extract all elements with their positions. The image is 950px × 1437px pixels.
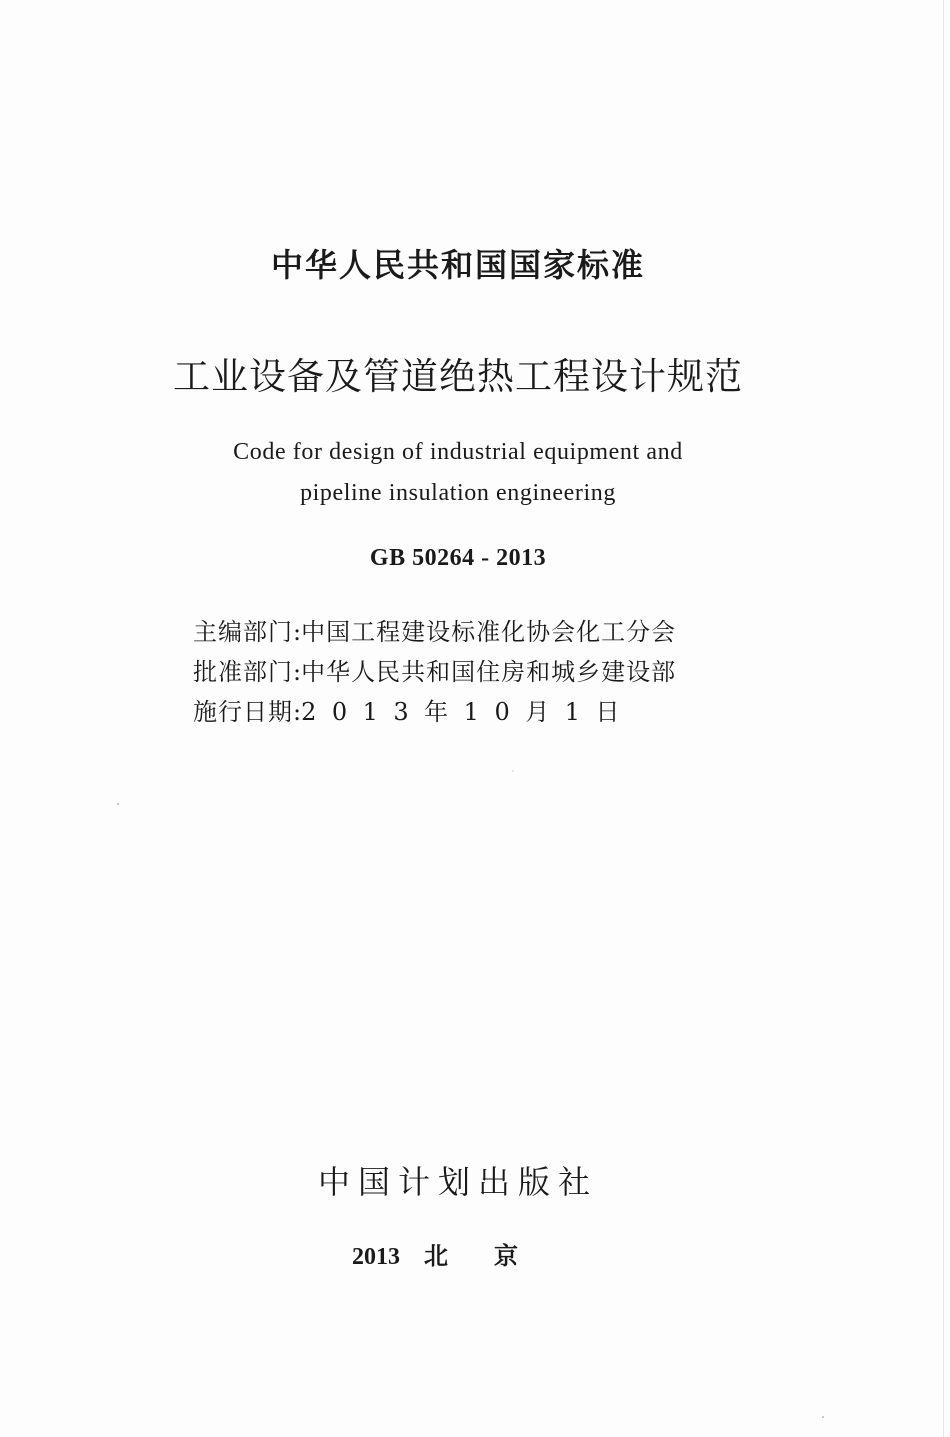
title-english [0,432,916,514]
page-edge-line [943,0,944,1437]
approver-separator: : [293,658,302,686]
editor-value: 中国工程建设标准化协会化工分会 [301,618,677,646]
approver-row [193,652,676,692]
standard-code-number: GB 50264 - 2013 [369,545,547,571]
effective-date-row [193,692,676,732]
publication-city: 北京 [424,1241,564,1270]
approver-value: 中华人民共和国住房和城乡建设部 [301,658,677,686]
title-chinese: 工业设备及管道绝热工程设计规范 [173,355,743,398]
scan-speck [117,803,119,805]
title-english-line-2: pipeline insulation engineering [300,480,616,506]
info-block [193,612,676,732]
publication-place [0,1236,916,1271]
standard-heading: 中华人民共和国国家标准 [270,246,645,284]
approver-label: 批准部门 [193,658,293,686]
publication-year: 2013 [352,1244,400,1270]
scan-speck [512,770,514,772]
editor-row [193,612,676,652]
effective-date-label: 施行日期 [193,698,293,726]
effective-date-separator: : [293,698,302,726]
scan-speck [822,1416,824,1418]
editor-label: 主编部门 [193,618,293,646]
editor-separator: : [293,618,302,646]
title-english-line-1: Code for design of industrial equipment and [233,439,683,465]
publisher-name: 中国计划出版社 [317,1163,598,1201]
effective-date-value: 2013年10月1日 [301,698,635,726]
